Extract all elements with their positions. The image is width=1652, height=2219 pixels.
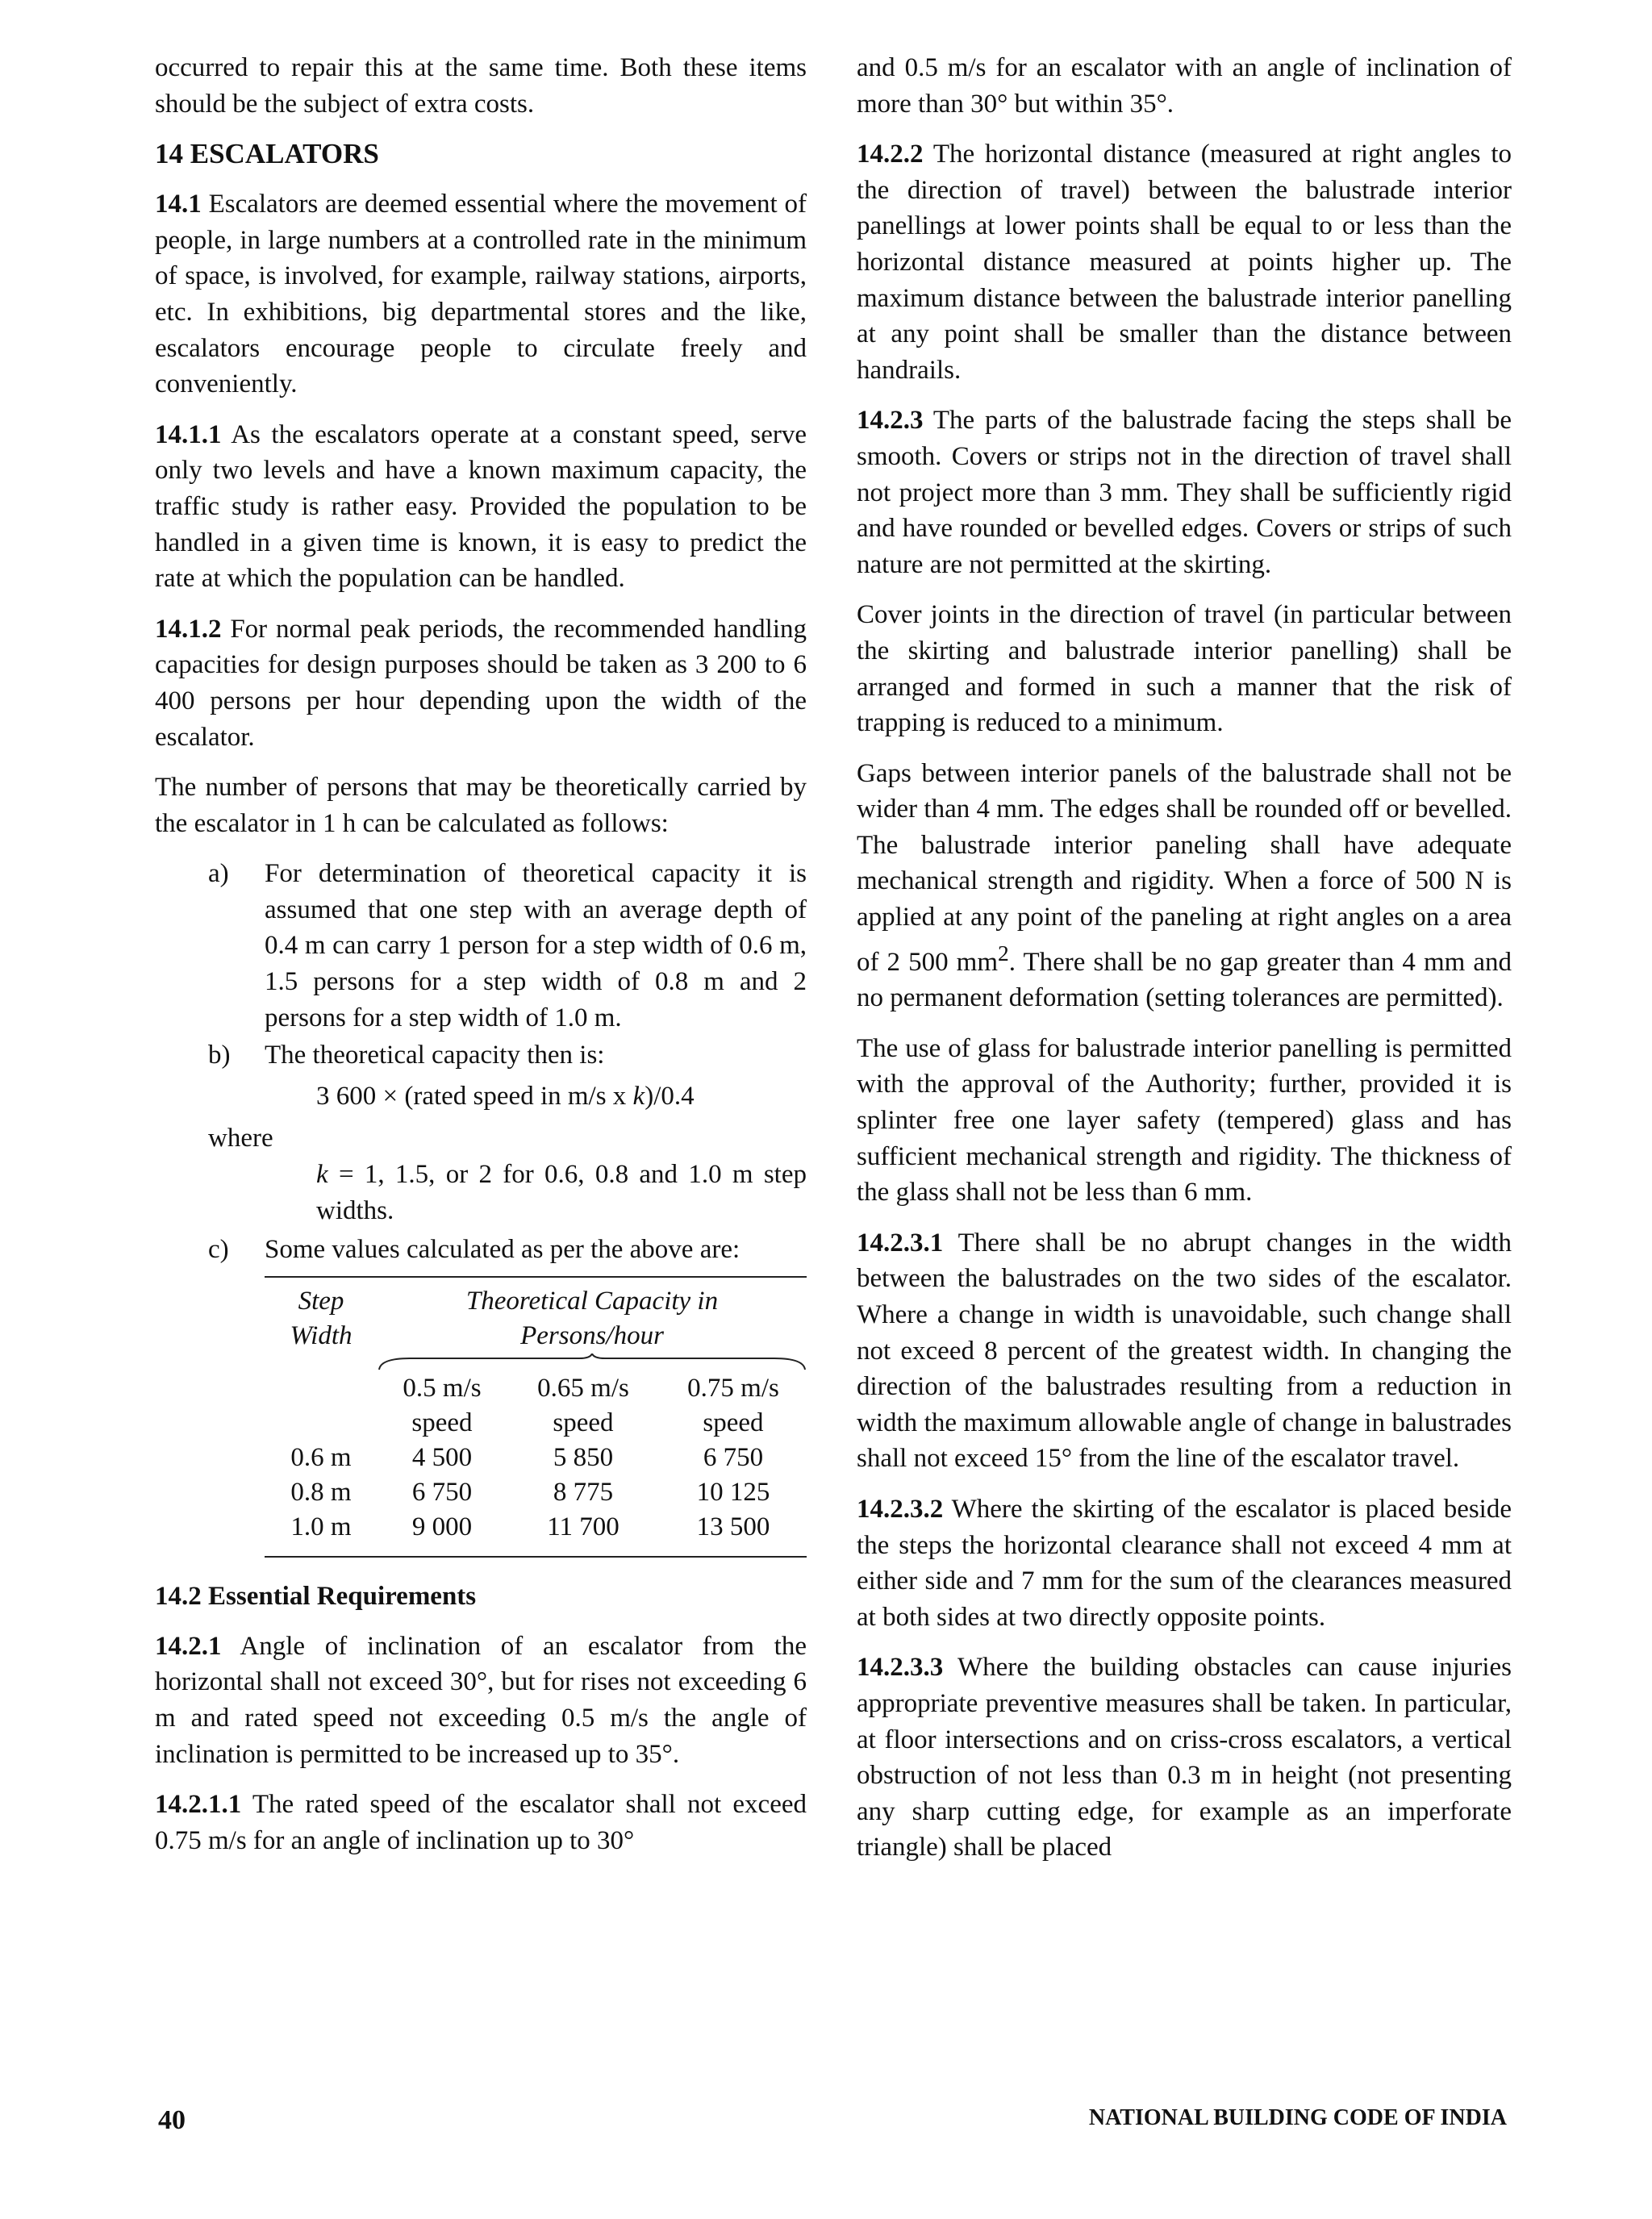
clause-number: 14.2.3 [857,406,924,436]
table-row [265,1441,807,1475]
speed-header: 0.65 m/s speed [537,1373,629,1437]
formula-part: 3 600 × (rated speed in m/s x [316,1081,633,1111]
list-item-a [155,856,807,1036]
cell-value: 9 000 [378,1510,507,1557]
cell-value: 10 125 [696,1477,770,1507]
right-column [857,50,1512,1880]
row-width: 0.8 m [290,1477,352,1507]
cell-value: 13 500 [660,1510,807,1557]
paragraph-text: . There shall be no gap greater than 4 mm and no permanent deformation (setting tolerances are permitted). [857,947,1512,1013]
clause-number: 14.2.3.1 [857,1228,944,1258]
list-label: b) [208,1041,231,1070]
clause-text: Escalators are deemed essential where the movement of people, in large numbers at a controlled rate in the minimum of space, is involved, for example, railway stations, airports, etc. In exhibitions, big departmental stores and the like, escalators encourage people to circulate freely and conveniently. [155,190,807,399]
clause-14-2-3 [857,403,1512,582]
clause-14-1 [155,186,807,403]
clause-number: 14.1.1 [155,419,222,449]
paragraph-glass: The use of glass for balustrade interior panelling is permitted with the approval of the Authority; further, provided it is splinter free one layer safety (tempered) glass and has sufficient mechanical strength and rigidity. The thickness of the glass shall not be less than 6 mm. [857,1033,1512,1208]
cell-value: 5 850 [553,1442,614,1472]
clause-text: For normal peak periods, the recommended handling capacities for design purposes should be taken as 3 200 to 6 400 persons per hour depending upon the width of the escalator. [155,614,807,752]
cell-value: 6 750 [703,1442,764,1472]
paragraph-text: Gaps between interior panels of the balustrade shall not be wider than 4 mm. The edges shall be rounded off or bevelled. The balustrade interior paneling shall have adequate mechanical strength and rigidity. When a force of 500 N is applied at any point of the paneling at right angles on a area of 2 500 mm [857,758,1512,977]
list-label: c) [208,1235,229,1265]
k-symbol: k [316,1160,328,1190]
header-step: Step Width [265,1277,378,1354]
cell-value: 4 500 [411,1442,473,1472]
k-definition [155,1157,807,1228]
clause-14-1-1 [155,417,807,597]
clause-number: 14.2.3.3 [857,1653,944,1683]
clause-14-2-1-1 [155,1787,807,1858]
clause-text: Where the skirting of the escalator is placed beside the steps the horizontal clearance shall not exceed 4 mm at either side and 7 mm for the sum of the clearances measured at both sides at two directly opposite points. [857,1494,1512,1632]
clause-14-1-2 [155,611,807,755]
clause-text: The rated speed of the escalator shall not exceed 0.75 m/s for an angle of inclination up to 30° [155,1790,807,1855]
clause-number: 14.1.2 [155,614,222,644]
speed-header: 0.5 m/s speed [403,1373,482,1437]
table-row [265,1510,807,1557]
left-column [155,50,807,1873]
clause-number: 14.2.3.2 [857,1494,944,1524]
clause-14-2-3-2 [857,1491,1512,1635]
list-text: For determination of theoretical capacity it is assumed that one step with an average depth of 0.4 m can carry 1 person for a step width of 0.6 m, 1.5 persons for a step width of 0.8 m and 2 persons for a step width of 1.0 m. [265,859,807,1032]
table-speed-row [265,1371,807,1441]
paragraph-continued: occurred to repair this at the same time. Both these items should be the subject of extra costs. [155,53,807,119]
capacity-table [265,1276,807,1558]
clause-14-2-3-3 [857,1650,1512,1866]
capacity-formula [155,1078,807,1115]
section-heading-escalators: 14 ESCALATORS [155,138,379,170]
capacity-list [155,856,807,1268]
speed-header: 0.75 m/s speed [687,1373,779,1437]
page-number: 40 [158,2105,186,2135]
list-item-b [155,1037,807,1074]
header-capacity: Theoretical Capacity in Persons/hour [378,1277,807,1354]
paragraph-theoretical: The number of persons that may be theoretically carried by the escalator in 1 h can be calculated as follows: [155,773,807,838]
clause-14-2-3-1 [857,1225,1512,1477]
clause-text: The parts of the balustrade facing the steps shall be smooth. Covers or strips not in the direction of travel shall not project more than 3 mm. They shall be sufficiently rigid and have rounded or bevelled edges. Covers or strips of such nature are not permitted at the skirting. [857,406,1512,579]
cell-value: 11 700 [507,1510,660,1557]
brace-icon [378,1354,807,1371]
row-width: 0.6 m [290,1442,352,1472]
footer-title: NATIONAL BUILDING CODE OF INDIA [1088,2105,1507,2130]
table-header-row [265,1277,807,1354]
list-label: a) [208,859,229,889]
clause-text: The horizontal distance (measured at right angles to the direction of travel) between the balustrade interior panellings at lower points shall be equal to or less than the horizontal distance measured at points higher up. The maximum distance between the balustrade interior panelling at any point shall be smaller than the distance between handrails. [857,140,1512,385]
clause-number: 14.2.2 [857,140,924,169]
clause-text: Where the building obstacles can cause injuries appropriate preventive measures shall be taken. In particular, at floor intersections and on criss-cross escalators, a vertical obstruction of not less than 0.3 m in height (not presenting any sharp cutting edge, for example as an imperforate triangle) shall be placed [857,1653,1512,1862]
table-row [265,1475,807,1510]
clause-number: 14.1 [155,190,202,219]
formula-part: )/0.4 [645,1081,695,1111]
row-width: 1.0 m [265,1510,378,1557]
clause-14-2-1 [155,1629,807,1772]
superscript: 2 [998,940,1009,966]
where-label: where [208,1124,273,1153]
cell-value: 8 775 [553,1477,614,1507]
list-item-c [155,1232,807,1268]
list-text: The theoretical capacity then is: [265,1041,605,1070]
clause-text: As the escalators operate at a constant speed, serve only two levels and have a known maximum capacity, the traffic study is rather easy. Provided the population to be handled in a given time is known, it is easy to predict the rate at which the population can be handled. [155,419,807,594]
list-text: Some values calculated as per the above are: [265,1235,740,1265]
section-heading-essential: 14.2 Essential Requirements [155,1581,477,1611]
cell-value: 6 750 [411,1477,473,1507]
paragraph-gaps [857,756,1512,1016]
table-brace-row [265,1354,807,1371]
paragraph-continued: and 0.5 m/s for an escalator with an angle of inclination of more than 30° but within 35°. [857,53,1512,119]
clause-text: Angle of inclination of an escalator from the horizontal shall not exceed 30°, but for rises not exceeding 6 m and rated speed not exceeding 0.5 m/s the angle of inclination is permitted to be increased up to 35°. [155,1631,807,1769]
formula-k: k [632,1081,645,1111]
clause-14-2-2 [857,136,1512,388]
clause-text: There shall be no abrupt changes in the width between the balustrades on the two sides of the escalator. Where a change in width is unavoidable, such change shall not exceed 8 percent of the greatest width. In changing the direction of the balustrades resulting from a reduction in width the maximum allowable angle of change in balustrades shall not exceed 15° from the line of the escalator travel. [857,1228,1512,1474]
clause-number: 14.2.1.1 [155,1790,242,1820]
clause-number: 14.2.1 [155,1631,222,1661]
paragraph-cover-joints: Cover joints in the direction of travel (in particular between the skirting and balustrade interior panelling) shall be arranged and formed in such a manner that the risk of trapping is reduced to a minimum. [857,600,1512,738]
k-definition-text: = 1, 1.5, or 2 for 0.6, 0.8 and 1.0 m step widths. [316,1160,807,1225]
